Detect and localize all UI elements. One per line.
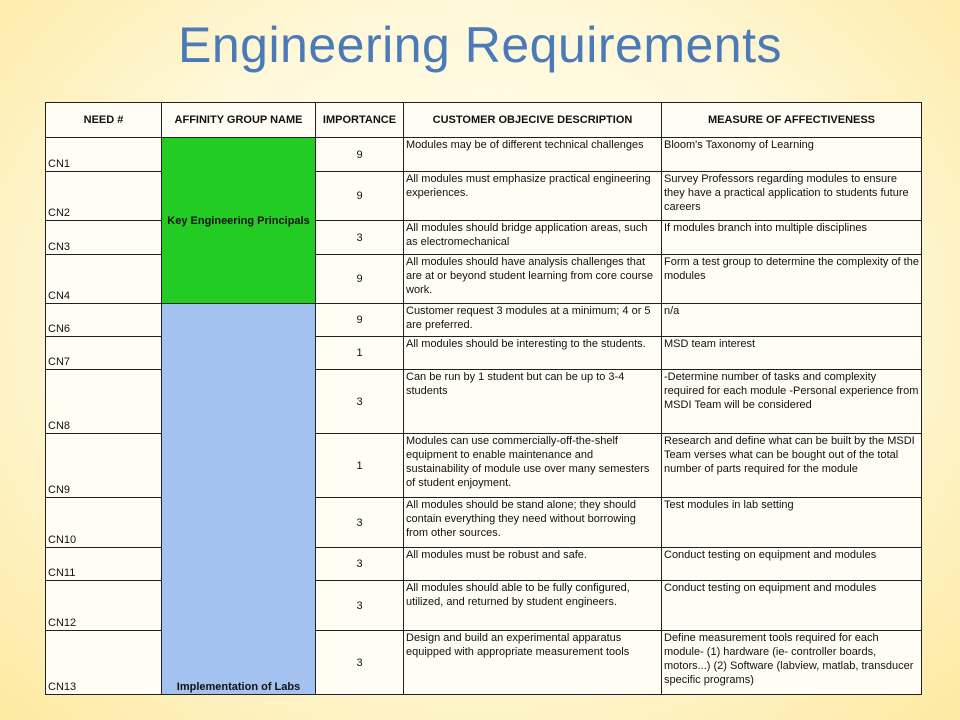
header-affinity-group: AFFINITY GROUP NAME (162, 103, 316, 138)
description-cell: Customer request 3 modules at a minimum; 4 or 5 are preferred. (404, 304, 662, 337)
description-cell: All modules should be stand alone; they should contain everything they need without borrowing from other sources. (404, 498, 662, 548)
measure-cell: n/a (662, 304, 922, 337)
description-cell: Design and build an experimental apparatus equipped with appropriate measurement tools (404, 631, 662, 695)
description-cell: All modules should have analysis challenges that are at or beyond student learning from core course work. (404, 255, 662, 304)
group-key-engineering: Key Engineering Principals (162, 138, 316, 304)
header-row (46, 103, 922, 138)
measure-cell: Research and define what can be built by the MSDI Team verses what can be bought out of the total number of parts required for the module (662, 434, 922, 498)
importance-value: 3 (316, 581, 404, 631)
importance-value: 3 (316, 370, 404, 434)
group-implementation-of-labs: Implementation of Labs (162, 304, 316, 695)
measure-cell: If modules branch into multiple disciplines (662, 221, 922, 255)
need-id: CN4 (46, 255, 162, 304)
importance-value: 3 (316, 498, 404, 548)
need-id: CN6 (46, 304, 162, 337)
need-id: CN10 (46, 498, 162, 548)
need-id: CN8 (46, 370, 162, 434)
header-measure: MEASURE OF AFFECTIVENESS (662, 103, 922, 138)
need-id: CN12 (46, 581, 162, 631)
importance-value: 1 (316, 337, 404, 370)
need-id: CN11 (46, 548, 162, 581)
description-cell: All modules should able to be fully configured, utilized, and returned by student engineers. (404, 581, 662, 631)
description-cell: All modules should be interesting to the students. (404, 337, 662, 370)
importance-value: 9 (316, 255, 404, 304)
need-id: CN9 (46, 434, 162, 498)
measure-cell: Form a test group to determine the complexity of the modules (662, 255, 922, 304)
measure-cell: Bloom's Taxonomy of Learning (662, 138, 922, 172)
measure-cell: Test modules in lab setting (662, 498, 922, 548)
table-row (46, 304, 922, 337)
importance-value: 9 (316, 172, 404, 221)
description-cell: Modules may be of different technical challenges (404, 138, 662, 172)
measure-cell: Conduct testing on equipment and modules (662, 581, 922, 631)
measure-cell: Survey Professors regarding modules to ensure they have a practical application to students future careers (662, 172, 922, 221)
description-cell: All modules must be robust and safe. (404, 548, 662, 581)
importance-value: 3 (316, 631, 404, 695)
header-importance: IMPORTANCE (316, 103, 404, 138)
requirements-table (45, 102, 922, 695)
description-cell: All modules must emphasize practical engineering experiences. (404, 172, 662, 221)
measure-cell: Define measurement tools required for each module- (1) hardware (ie- controller boards, motors...) (2) Software (labview, matlab, transducer specific programs) (662, 631, 922, 695)
table-row (46, 138, 922, 172)
importance-value: 3 (316, 548, 404, 581)
description-cell: Modules can use commercially-off-the-shelf equipment to enable maintenance and sustainability of module use over many semesters of student enjoyment. (404, 434, 662, 498)
need-id: CN2 (46, 172, 162, 221)
description-cell: All modules should bridge application areas, such as electromechanical (404, 221, 662, 255)
importance-value: 9 (316, 138, 404, 172)
importance-value: 9 (316, 304, 404, 337)
header-description: CUSTOMER OBJECIVE DESCRIPTION (404, 103, 662, 138)
importance-value: 3 (316, 221, 404, 255)
need-id: CN3 (46, 221, 162, 255)
header-need: NEED # (46, 103, 162, 138)
need-id: CN1 (46, 138, 162, 172)
measure-cell: MSD team interest (662, 337, 922, 370)
measure-cell: -Determine number of tasks and complexity required for each module -Personal experience from MSDI Team will be considered (662, 370, 922, 434)
measure-cell: Conduct testing on equipment and modules (662, 548, 922, 581)
need-id: CN13 (46, 631, 162, 695)
importance-value: 1 (316, 434, 404, 498)
page-title: Engineering Requirements (177, 17, 783, 73)
need-id: CN7 (46, 337, 162, 370)
description-cell: Can be run by 1 student but can be up to 3-4 students (404, 370, 662, 434)
